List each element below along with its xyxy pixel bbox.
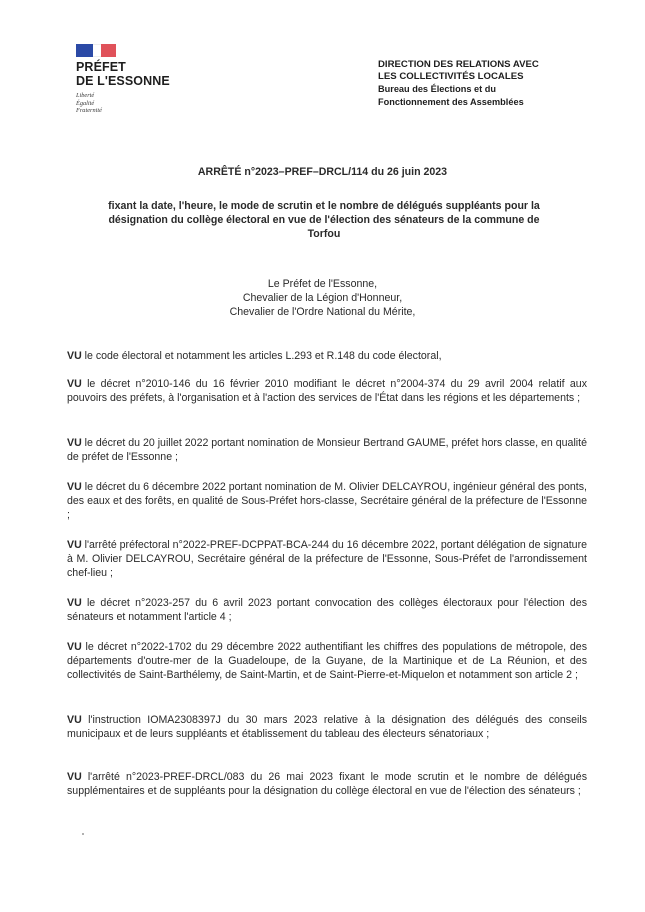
visa-paragraph: VU l'instruction IOMA2308397J du 30 mars 2023 relative à la désignation des délégués des conseils municipaux et de leurs suppléants et établissement du tableau des électeurs sénatoriaux ; <box>67 714 587 741</box>
visa-paragraph: VU l'arrêté préfectoral n°2022-PREF-DCPPAT-BCA-244 du 16 décembre 2022, portant délégation de signature à M. Olivier DELCAYROU, Secrétaire général de la préfecture de l'Essonne, Sous-Préfet de l'arrondissement chef-lieu ; <box>67 539 587 580</box>
arrete-subject: fixant la date, l'heure, le mode de scrutin et le nombre de délégués suppléants pour la désignation du collège électoral en vue de l'élection des sénateurs de la commune de Torfou <box>108 200 540 240</box>
prefet-designation: Le Préfet de l'Essonne, Chevalier de la Légion d'Honneur, Chevalier de l'Ordre National du Mérite, <box>229 278 416 318</box>
republic-motto: Liberté Égalité Fraternité <box>76 92 102 115</box>
visa-paragraph: VU l'arrêté n°2023-PREF-DRCL/083 du 26 mai 2023 fixant le mode scrutin et le nombre de délégués supplémentaires et de suppléants pour la désignation du collège électoral en vue de l'élection des sénateurs ; <box>67 771 587 798</box>
visa-paragraph: VU le décret du 6 décembre 2022 portant nomination de M. Olivier DELCAYROU, ingénieur général des ponts, des eaux et des forêts, en qualité de Sous-Préfet hors-classe, Secrétaire général de la préfecture de l'Essonne ; <box>67 481 587 522</box>
prefecture-logo <box>76 44 206 115</box>
visa-paragraph: VU le décret n°2023-257 du 6 avril 2023 portant convocation des collèges électoraux pour l'élection des sénateurs et notamment l'article 4 ; <box>67 597 587 624</box>
prefet-title: PRÉFET DE L'ESSONNE <box>76 60 170 88</box>
marianne-flag-icon <box>76 44 116 57</box>
visa-paragraph: VU le code électoral et notamment les articles L.293 et R.148 du code électoral, <box>67 350 442 362</box>
visa-paragraph: VU le décret n°2022-1702 du 29 décembre 2022 authentifiant les chiffres des populations de métropole, des départements d'outre-mer de la Guadeloupe, de la Guyane, de la Martinique et de La Réunion, et des collectivités de Saint-Barthélemy, de Saint-Martin, et de Saint-Pierre-et-Miquelon et notamment son article 2 ; <box>67 641 587 682</box>
arrete-title: ARRÊTÉ n°2023–PREF–DRCL/114 du 26 juin 2023 <box>197 166 448 178</box>
scan-speck <box>82 833 84 835</box>
visa-paragraph: VU le décret du 20 juillet 2022 portant nomination de Monsieur Bertrand GAUME, préfet hors classe, en qualité de préfet de l'Essonne ; <box>67 437 587 464</box>
issuing-direction: DIRECTION DES RELATIONS AVEC LES COLLECTIVITÉS LOCALES Bureau des Élections et du Fonctionnement des Assemblées <box>378 59 539 107</box>
visa-paragraph: VU le décret n°2010-146 du 16 février 2010 modifiant le décret n°2004-374 du 29 avril 2004 relatif aux pouvoirs des préfets, à l'organisation et à l'action des services de l'État dans les régions et les départements ; <box>67 378 587 405</box>
